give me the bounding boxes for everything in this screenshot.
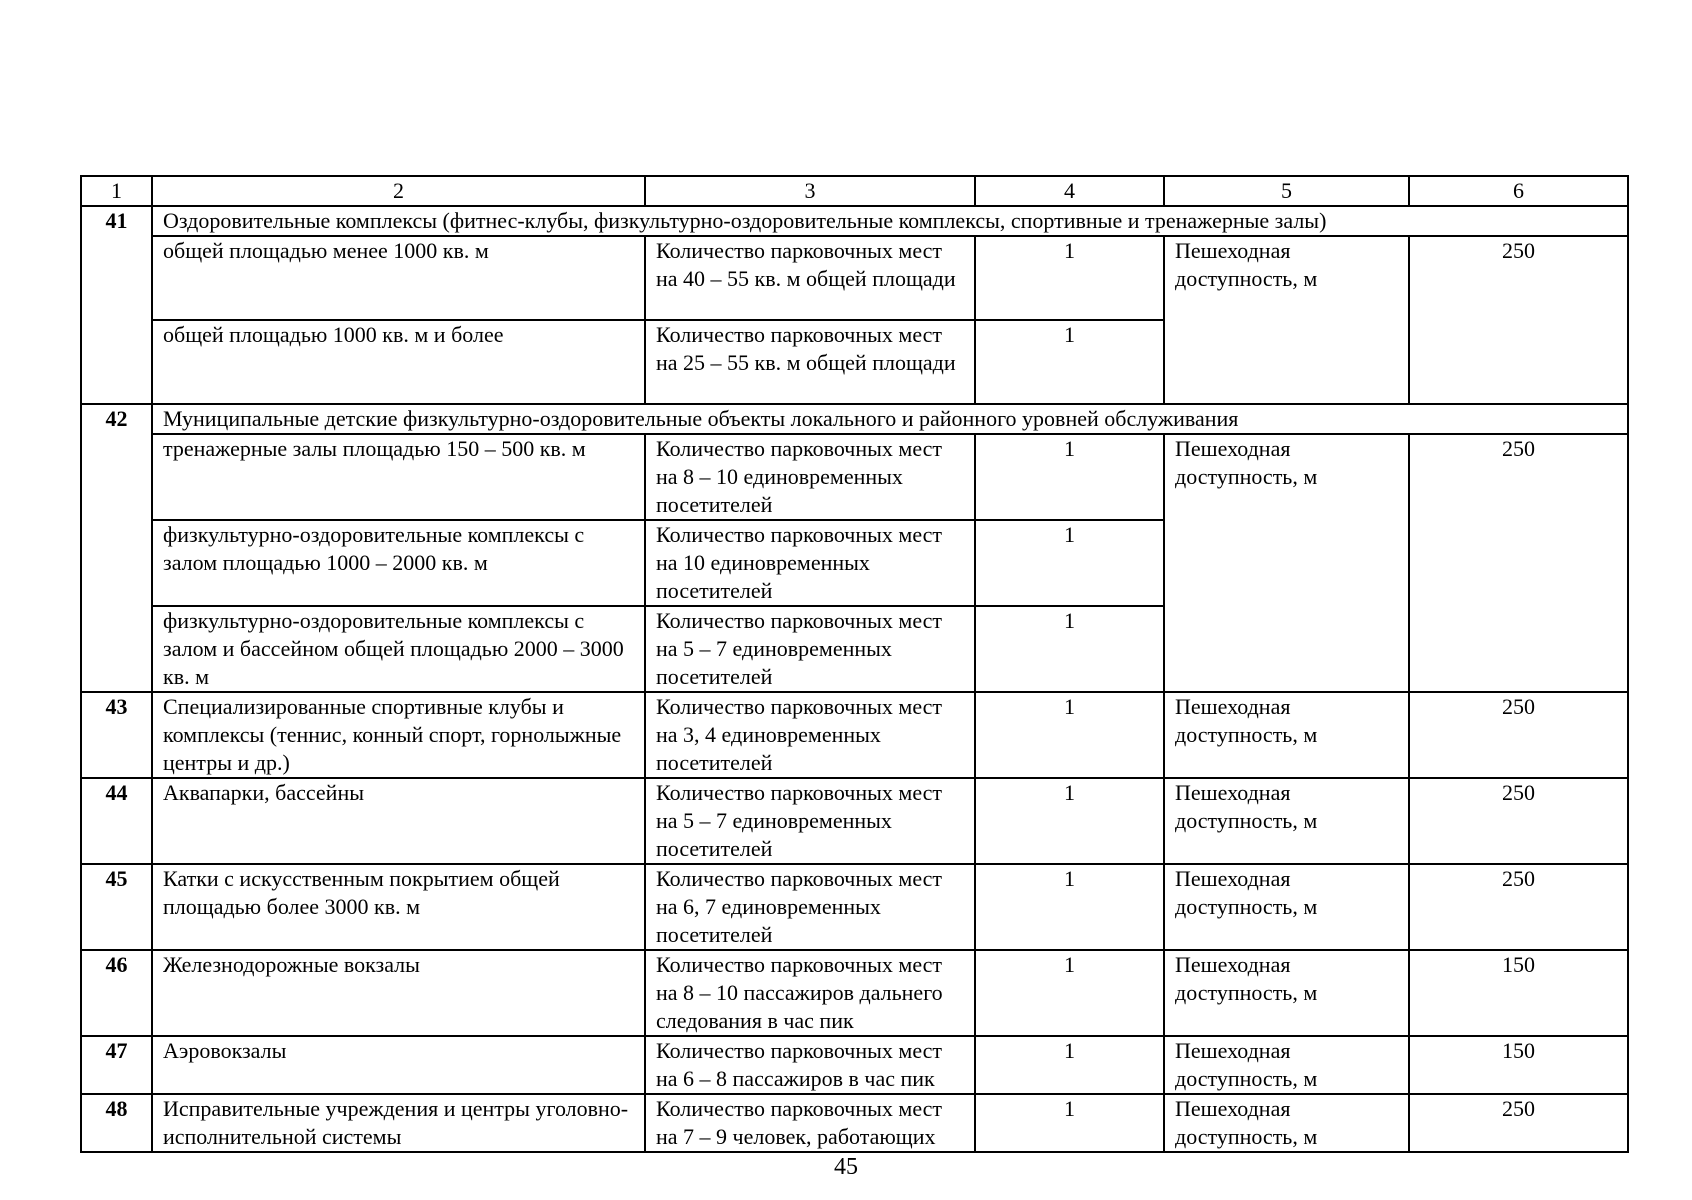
access-type: Пешеходная доступность, м [1164,236,1409,404]
page-number: 45 [834,1154,858,1180]
parking-count: 1 [975,520,1164,606]
object-name: Исправительные учреждения и центры уголовно-исполнительной системы [152,1094,645,1152]
access-type: Пешеходная доступность, м [1164,434,1409,692]
row-number: 43 [81,692,152,778]
parking-count: 1 [975,1094,1164,1152]
header-col-5: 5 [1164,176,1409,206]
table-row [81,236,1628,320]
access-type: Пешеходная доступность, м [1164,864,1409,950]
parking-count: 1 [975,950,1164,1036]
parking-count: 1 [975,320,1164,404]
parking-norm: Количество парковочных мест на 8 – 10 пассажиров дальнего следования в час пик [645,950,975,1036]
parking-count: 1 [975,778,1164,864]
walking-distance: 250 [1409,1094,1628,1152]
row-number: 47 [81,1036,152,1094]
walking-distance: 150 [1409,950,1628,1036]
parking-norm: Количество парковочных мест на 8 – 10 единовременных посетителей [645,434,975,520]
header-row [81,176,1628,206]
parking-norm: Количество парковочных мест на 6, 7 единовременных посетителей [645,864,975,950]
object-name: Аквапарки, бассейны [152,778,645,864]
row-number: 42 [81,404,152,692]
table-row [81,864,1628,950]
parking-count: 1 [975,692,1164,778]
parking-count: 1 [975,236,1164,320]
object-name: Железнодорожные вокзалы [152,950,645,1036]
table-row [81,434,1628,520]
table-row [81,692,1628,778]
walking-distance: 150 [1409,1036,1628,1094]
access-type: Пешеходная доступность, м [1164,950,1409,1036]
parking-norm: Количество парковочных мест на 10 единовременных посетителей [645,520,975,606]
header-col-2: 2 [152,176,645,206]
object-name: Катки с искусственным покрытием общей площадью более 3000 кв. м [152,864,645,950]
access-type: Пешеходная доступность, м [1164,692,1409,778]
walking-distance: 250 [1409,434,1628,692]
access-type: Пешеходная доступность, м [1164,778,1409,864]
parking-norm: Количество парковочных мест на 6 – 8 пассажиров в час пик [645,1036,975,1094]
parking-norm: Количество парковочных мест на 40 – 55 кв. м общей площади [645,236,975,320]
access-type: Пешеходная доступность, м [1164,1094,1409,1152]
parking-norm: Количество парковочных мест на 7 – 9 человек, работающих [645,1094,975,1152]
table-row [81,778,1628,864]
table-row [81,1036,1628,1094]
parking-count: 1 [975,434,1164,520]
row-number: 45 [81,864,152,950]
object-name: общей площадью менее 1000 кв. м [152,236,645,320]
object-name: физкультурно-оздоровительные комплексы с залом площадью 1000 – 2000 кв. м [152,520,645,606]
access-type: Пешеходная доступность, м [1164,1036,1409,1094]
table-row [81,206,1628,236]
parking-norm: Количество парковочных мест на 5 – 7 единовременных посетителей [645,606,975,692]
parking-count: 1 [975,864,1164,950]
parking-norms-table [80,175,1629,1153]
walking-distance: 250 [1409,236,1628,404]
header-col-1: 1 [81,176,152,206]
object-name: тренажерные залы площадью 150 – 500 кв. м [152,434,645,520]
row-number: 48 [81,1094,152,1152]
walking-distance: 250 [1409,778,1628,864]
object-name: физкультурно-оздоровительные комплексы с залом и бассейном общей площадью 2000 – 3000 кв. м [152,606,645,692]
group-title: Муниципальные детские физкультурно-оздоровительные объекты локального и районного уровней обслуживания [152,404,1628,434]
table-row [81,1094,1628,1152]
row-number: 46 [81,950,152,1036]
parking-count: 1 [975,606,1164,692]
header-col-6: 6 [1409,176,1628,206]
object-name: общей площадью 1000 кв. м и более [152,320,645,404]
walking-distance: 250 [1409,864,1628,950]
parking-count: 1 [975,1036,1164,1094]
parking-norm: Количество парковочных мест на 3, 4 единовременных посетителей [645,692,975,778]
row-number: 44 [81,778,152,864]
row-number: 41 [81,206,152,404]
walking-distance: 250 [1409,692,1628,778]
object-name: Аэровокзалы [152,1036,645,1094]
header-col-4: 4 [975,176,1164,206]
table-row [81,950,1628,1036]
parking-norm: Количество парковочных мест на 5 – 7 единовременных посетителей [645,778,975,864]
header-col-3: 3 [645,176,975,206]
table-row [81,404,1628,434]
group-title: Оздоровительные комплексы (фитнес-клубы, физкультурно-оздоровительные комплексы, спортивные и тренажерные залы) [152,206,1628,236]
parking-norm: Количество парковочных мест на 25 – 55 кв. м общей площади [645,320,975,404]
object-name: Специализированные спортивные клубы и комплексы (теннис, конный спорт, горнолыжные центры и др.) [152,692,645,778]
